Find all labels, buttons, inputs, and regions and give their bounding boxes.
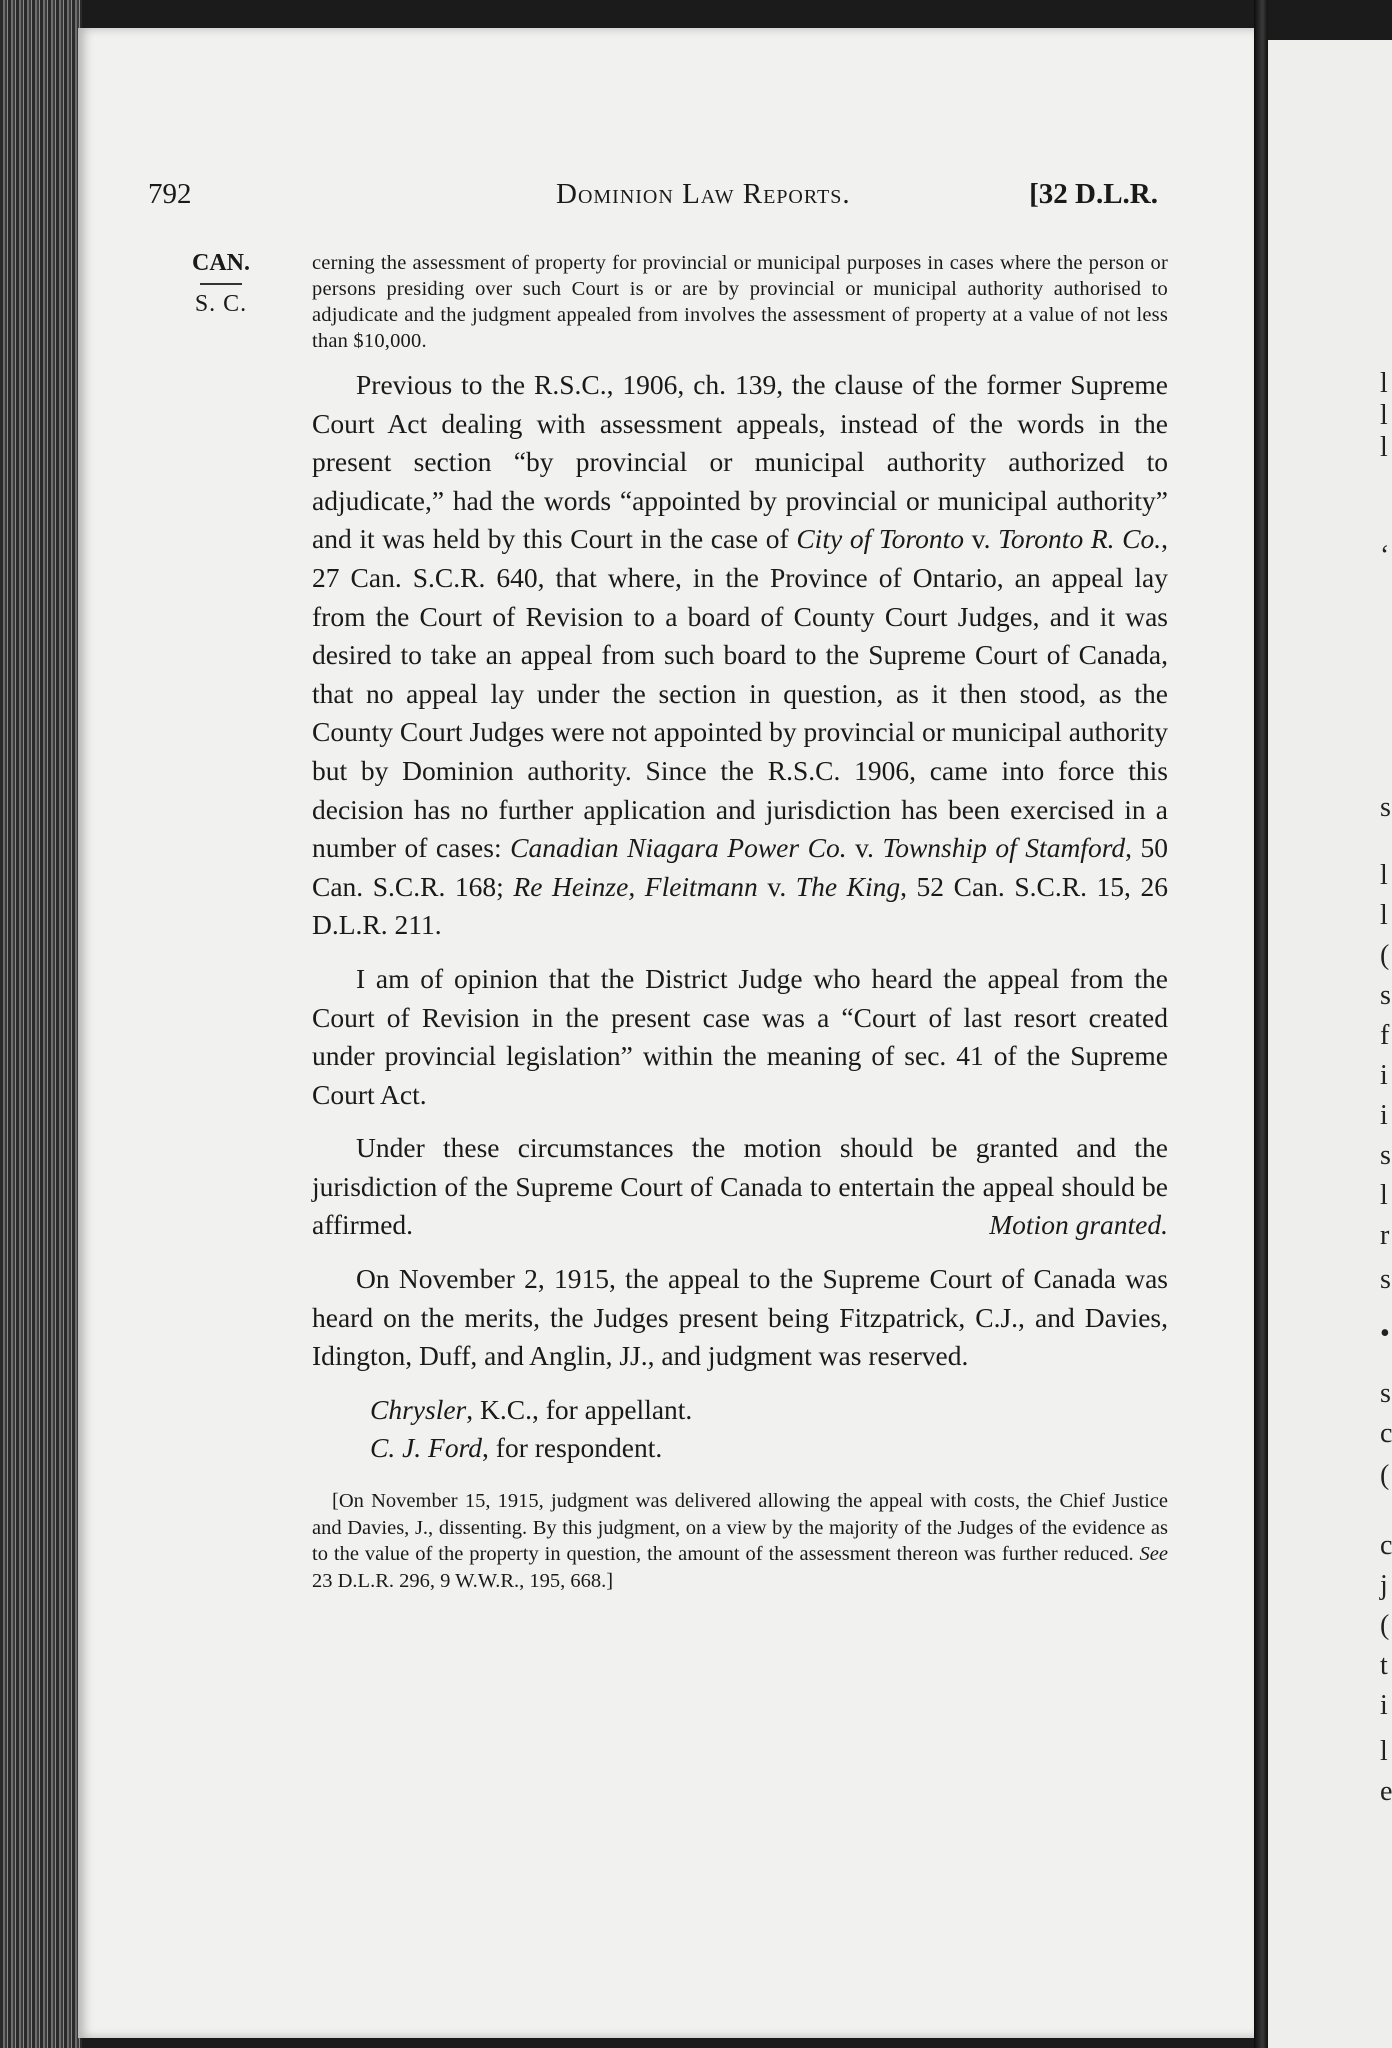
continuation-paragraph: cerning the assessment of property for provincial or municipal purposes in cases where the person or persons presiding over such Court is or are by provincial or municipal authority authorised to adjudicate and the judgment appealed from involves the assessment of property at a value of not less than $10,000. [312,252,1168,352]
text-run: v. [757,870,796,902]
edge-char: j [1380,1570,1388,1601]
edge-char: l [1380,1180,1388,1211]
paragraph-hearing: On November 2, 1915, the appeal to the Supreme Court of Canada was heard on the merits, the Judges present being Fitzpatrick, C.J., and Davies, Idington, Duff, and Anglin, JJ., and judgment was reserved. [312,1263,1168,1372]
note-see: See [1139,1543,1168,1566]
running-header [148,178,1158,218]
case-name: The King [795,870,901,902]
edge-char: ( [1380,1610,1390,1641]
edge-char: s [1380,1378,1391,1409]
case-name: Toronto R. Co. [998,523,1162,555]
jurisdiction-label: CAN. [192,250,250,276]
counsel-name: C. J. Ford [370,1432,483,1464]
edge-char: c [1380,1418,1392,1449]
edge-char: i [1380,1690,1388,1721]
edge-char: r [1380,1220,1390,1251]
edge-char: ‘ [1380,540,1390,571]
edge-char: • [1380,1318,1390,1349]
edge-char: i [1380,1100,1388,1131]
body-text [312,250,1168,1594]
page-number: 792 [148,178,192,210]
margin-note [188,250,254,318]
edge-char: l [1380,432,1388,463]
court-label: S. C. [194,291,248,317]
case-name: Re Heinze, Fleitmann [513,870,758,902]
counsel-appellant [312,1391,1168,1430]
case-name: Township of Stamford [882,832,1126,864]
text-run: v. [963,523,999,555]
edge-char: c [1380,1530,1392,1561]
case-name: Canadian Niagara Power Co. [510,832,847,864]
text-run: v. [846,832,883,864]
edge-char: l [1380,860,1388,891]
paragraph-previous-to-rsc [312,366,1168,945]
editorial-note [312,1488,1168,1594]
note-citation: 23 D.L.R. 296, 9 W.W.R., 195, 668.] [312,1569,614,1592]
edge-char: l [1380,1736,1388,1767]
edge-char: s [1380,792,1391,823]
edge-char: l [1380,900,1388,931]
edge-char: ( [1380,1460,1390,1491]
text-run: , 27 Can. S.C.R. 640, that where, in the Province of Ontario, an appeal lay from the Court of Revision to a board of County Court Judges, and it was desired to take an appeal from such board to the Supreme Court of Canada, that no appeal lay under the section in question, as it then stood, as the County Court Judges were not appointed by provincial or municipal authority but by Dominion authority. Since the R.S.C. 1906, came into force this decision has no further application and jurisdiction has been exercised in a number of cases: [312,523,1169,864]
counsel-role: , K.C., for appellant. [466,1393,693,1425]
paragraph-circumstances [312,1129,1168,1245]
running-title: Dominion Law Reports. [556,178,851,210]
edge-char: e [1380,1776,1392,1807]
counsel-name: Chrysler [370,1393,467,1425]
edge-char: t [1380,1650,1388,1681]
edge-char: i [1380,1060,1388,1091]
facing-page [1268,40,1392,2048]
text-run: , 52 Can. S.C.R. 15, 26 D.L.R. 211. [312,870,1168,941]
book-spine [1254,0,1268,2048]
edge-char: s [1380,980,1391,1011]
edge-char: l [1380,400,1388,431]
note-text: [On November 15, 1915, judgment was delivered allowing the appeal with costs, the Chief Justice and Davies, J., dissenting. By this judgment, on a view by the majority of the Judges of the evidence as to the value of the property in question, the amount of the assessment thereon was further reduced. [312,1490,1168,1566]
edge-char: f [1380,1020,1390,1051]
edge-char: s [1380,1140,1391,1171]
counsel-respondent [312,1429,1168,1468]
edge-char: l [1380,368,1388,399]
disposition: Motion granted. [989,1209,1168,1241]
text-run: Under these circumstances the motion should be granted and the jurisdiction of the Supreme Court of Canada to entertain the appeal should be affirmed. [312,1132,1168,1241]
paragraph-opinion: I am of opinion that the District Judge who heard the appeal from the Court of Revision in the present case was a “Court of last resort created under provincial legislation” within the meaning of sec. 41 of the Supreme Court Act. [312,962,1168,1110]
edge-char: s [1380,1264,1391,1295]
book-gutter [0,0,82,2048]
edge-char: ( [1380,940,1390,971]
volume-citation: [32 D.L.R. [1029,178,1158,210]
text-run: Previous to the R.S.C., 1906, ch. 139, the clause of the former Supreme Court Act dealing with assessment appeals, instead of the words in the present section “by provincial or municipal authority authorized to adjudicate,” had the words “appointed by provincial or municipal authority” and it was held by this Court in the case of [312,369,1168,555]
case-name: City of Toronto [796,523,964,555]
text-run: , 50 Can. S.C.R. 168; [312,832,1169,902]
margin-rule [200,283,242,285]
counsel-role: , for respondent. [482,1432,663,1464]
